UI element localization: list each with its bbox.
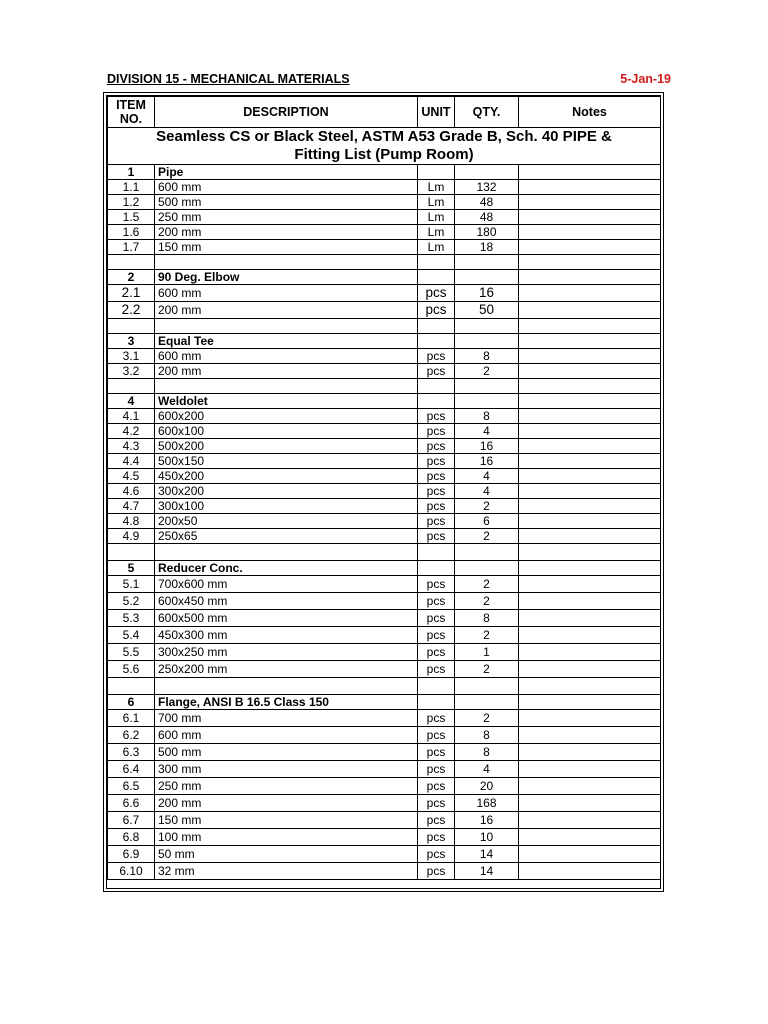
item-number: 4.2: [108, 424, 155, 439]
item-number: 5.5: [108, 644, 155, 661]
item-description: 250 mm: [155, 210, 418, 225]
notes-cell: [519, 561, 661, 576]
item-quantity: 132: [455, 180, 519, 195]
notes-cell: [519, 695, 661, 710]
item-unit: pcs: [418, 499, 455, 514]
item-description: 500x150: [155, 454, 418, 469]
table-row: [108, 829, 661, 846]
item-description: 200 mm: [155, 302, 418, 319]
table-row: [108, 469, 661, 484]
item-unit: pcs: [418, 627, 455, 644]
item-quantity: 16: [455, 812, 519, 829]
item-number: 6.9: [108, 846, 155, 863]
table-row: [108, 302, 661, 319]
item-number: 3.1: [108, 349, 155, 364]
item-quantity: 4: [455, 469, 519, 484]
item-unit: pcs: [418, 812, 455, 829]
item-unit: pcs: [418, 439, 455, 454]
item-number: 4.8: [108, 514, 155, 529]
spacer-row: [108, 544, 661, 561]
notes-cell: [519, 812, 661, 829]
item-unit: pcs: [418, 727, 455, 744]
column-header-unit: UNIT: [418, 97, 455, 128]
empty-cell: [418, 255, 455, 270]
empty-cell: [418, 544, 455, 561]
empty-cell: [455, 678, 519, 695]
item-unit: pcs: [418, 610, 455, 627]
item-quantity: 8: [455, 744, 519, 761]
notes-cell: [519, 529, 661, 544]
item-quantity: 2: [455, 710, 519, 727]
table-row: [108, 644, 661, 661]
notes-cell: [519, 627, 661, 644]
item-quantity: 16: [455, 454, 519, 469]
item-unit: pcs: [418, 364, 455, 379]
item-unit: pcs: [418, 484, 455, 499]
item-number: 4.4: [108, 454, 155, 469]
empty-cell: [455, 255, 519, 270]
item-description: 200 mm: [155, 795, 418, 812]
item-quantity: 18: [455, 240, 519, 255]
spacer-row: [108, 255, 661, 270]
notes-cell: [519, 409, 661, 424]
item-number: 6.3: [108, 744, 155, 761]
item-description: 250x200 mm: [155, 661, 418, 678]
table-row: [108, 727, 661, 744]
item-quantity: 4: [455, 484, 519, 499]
empty-cell: [418, 561, 455, 576]
item-description: 200 mm: [155, 225, 418, 240]
group-number: 1: [108, 165, 155, 180]
item-quantity: 48: [455, 195, 519, 210]
item-description: 450x200: [155, 469, 418, 484]
item-unit: pcs: [418, 469, 455, 484]
item-number: 6.4: [108, 761, 155, 778]
item-description: 250 mm: [155, 778, 418, 795]
column-header-item: ITEM NO.: [108, 97, 155, 128]
item-description: 500 mm: [155, 744, 418, 761]
item-description: 200x50: [155, 514, 418, 529]
column-header-row: [108, 97, 661, 128]
item-unit: pcs: [418, 846, 455, 863]
table-row: [108, 349, 661, 364]
item-quantity: 4: [455, 424, 519, 439]
notes-cell: [519, 499, 661, 514]
empty-cell: [418, 334, 455, 349]
item-number: 6.6: [108, 795, 155, 812]
item-unit: Lm: [418, 210, 455, 225]
item-description: 500 mm: [155, 195, 418, 210]
empty-cell: [108, 379, 155, 394]
item-quantity: 10: [455, 829, 519, 846]
empty-cell: [519, 379, 661, 394]
empty-cell: [455, 379, 519, 394]
item-quantity: 1: [455, 644, 519, 661]
materials-table: [107, 96, 661, 880]
table-row: [108, 576, 661, 593]
empty-cell: [519, 255, 661, 270]
column-header-notes: Notes: [519, 97, 661, 128]
item-description: 150 mm: [155, 240, 418, 255]
item-unit: pcs: [418, 454, 455, 469]
item-number: 1.6: [108, 225, 155, 240]
empty-cell: [418, 394, 455, 409]
item-unit: pcs: [418, 514, 455, 529]
empty-cell: [519, 678, 661, 695]
group-header-row: [108, 695, 661, 710]
notes-cell: [519, 439, 661, 454]
item-number: 1.7: [108, 240, 155, 255]
page-header: [107, 72, 671, 88]
item-quantity: 8: [455, 727, 519, 744]
group-header-row: [108, 561, 661, 576]
item-quantity: 180: [455, 225, 519, 240]
document-title: DIVISION 15 - MECHANICAL MATERIALS: [107, 72, 350, 86]
item-description: 600x500 mm: [155, 610, 418, 627]
table-row: [108, 661, 661, 678]
item-description: 300x100: [155, 499, 418, 514]
table-row: [108, 195, 661, 210]
item-unit: pcs: [418, 761, 455, 778]
item-quantity: 48: [455, 210, 519, 225]
item-number: 5.1: [108, 576, 155, 593]
item-number: 4.7: [108, 499, 155, 514]
notes-cell: [519, 210, 661, 225]
item-unit: pcs: [418, 863, 455, 880]
item-description: 300x250 mm: [155, 644, 418, 661]
item-quantity: 20: [455, 778, 519, 795]
table-row: [108, 761, 661, 778]
notes-cell: [519, 364, 661, 379]
item-number: 6.7: [108, 812, 155, 829]
empty-cell: [108, 544, 155, 561]
table-row: [108, 424, 661, 439]
item-number: 4.5: [108, 469, 155, 484]
notes-cell: [519, 661, 661, 678]
table-row: [108, 409, 661, 424]
item-unit: pcs: [418, 829, 455, 846]
item-number: 1.1: [108, 180, 155, 195]
item-number: 1.2: [108, 195, 155, 210]
column-header-description: DESCRIPTION: [155, 97, 418, 128]
item-number: 6.8: [108, 829, 155, 846]
item-unit: Lm: [418, 180, 455, 195]
empty-cell: [155, 379, 418, 394]
notes-cell: [519, 863, 661, 880]
group-number: 6: [108, 695, 155, 710]
materials-sheet-inner: [106, 95, 661, 889]
item-quantity: 14: [455, 846, 519, 863]
spacer-row: [108, 678, 661, 695]
item-description: 50 mm: [155, 846, 418, 863]
table-row: [108, 225, 661, 240]
item-number: 6.5: [108, 778, 155, 795]
item-description: 600 mm: [155, 349, 418, 364]
column-header-qty: QTY.: [455, 97, 519, 128]
group-header-row: [108, 270, 661, 285]
item-quantity: 2: [455, 576, 519, 593]
item-unit: pcs: [418, 302, 455, 319]
item-quantity: 2: [455, 364, 519, 379]
item-number: 4.6: [108, 484, 155, 499]
item-quantity: 6: [455, 514, 519, 529]
notes-cell: [519, 644, 661, 661]
notes-cell: [519, 424, 661, 439]
item-quantity: 2: [455, 661, 519, 678]
empty-cell: [108, 319, 155, 334]
group-number: 3: [108, 334, 155, 349]
table-row: [108, 514, 661, 529]
group-number: 4: [108, 394, 155, 409]
table-row: [108, 484, 661, 499]
notes-cell: [519, 334, 661, 349]
table-title-row: [108, 128, 661, 165]
item-description: 600 mm: [155, 180, 418, 195]
table-row: [108, 454, 661, 469]
item-description: 250x65: [155, 529, 418, 544]
item-unit: pcs: [418, 576, 455, 593]
table-row: [108, 210, 661, 225]
notes-cell: [519, 514, 661, 529]
table-row: [108, 744, 661, 761]
item-number: 5.2: [108, 593, 155, 610]
group-name: Pipe: [155, 165, 418, 180]
item-quantity: 2: [455, 499, 519, 514]
group-name: Flange, ANSI B 16.5 Class 150: [155, 695, 418, 710]
notes-cell: [519, 394, 661, 409]
empty-cell: [418, 678, 455, 695]
item-description: 500x200: [155, 439, 418, 454]
empty-cell: [455, 561, 519, 576]
item-quantity: 168: [455, 795, 519, 812]
notes-cell: [519, 469, 661, 484]
item-number: 6.1: [108, 710, 155, 727]
item-description: 700 mm: [155, 710, 418, 727]
item-description: 600x200: [155, 409, 418, 424]
empty-cell: [155, 319, 418, 334]
item-number: 5.3: [108, 610, 155, 627]
item-unit: pcs: [418, 529, 455, 544]
item-quantity: 14: [455, 863, 519, 880]
item-number: 6.2: [108, 727, 155, 744]
item-quantity: 2: [455, 593, 519, 610]
empty-cell: [455, 394, 519, 409]
item-number: 2.2: [108, 302, 155, 319]
item-number: 6.10: [108, 863, 155, 880]
item-description: 700x600 mm: [155, 576, 418, 593]
item-unit: Lm: [418, 225, 455, 240]
item-number: 3.2: [108, 364, 155, 379]
table-row: [108, 285, 661, 302]
empty-cell: [418, 695, 455, 710]
empty-cell: [418, 319, 455, 334]
notes-cell: [519, 225, 661, 240]
item-unit: pcs: [418, 744, 455, 761]
spacer-row: [108, 379, 661, 394]
notes-cell: [519, 744, 661, 761]
table-row: [108, 180, 661, 195]
empty-cell: [418, 270, 455, 285]
notes-cell: [519, 270, 661, 285]
item-number: 2.1: [108, 285, 155, 302]
table-row: [108, 710, 661, 727]
empty-cell: [455, 165, 519, 180]
item-description: 300x200: [155, 484, 418, 499]
table-row: [108, 529, 661, 544]
notes-cell: [519, 710, 661, 727]
notes-cell: [519, 829, 661, 846]
document-date: 5-Jan-19: [620, 72, 671, 86]
notes-cell: [519, 285, 661, 302]
notes-cell: [519, 454, 661, 469]
notes-cell: [519, 302, 661, 319]
item-description: 600 mm: [155, 285, 418, 302]
empty-cell: [455, 695, 519, 710]
item-unit: pcs: [418, 644, 455, 661]
item-description: 200 mm: [155, 364, 418, 379]
notes-cell: [519, 195, 661, 210]
group-number: 2: [108, 270, 155, 285]
notes-cell: [519, 165, 661, 180]
table-row: [108, 610, 661, 627]
notes-cell: [519, 240, 661, 255]
item-number: 1.5: [108, 210, 155, 225]
empty-cell: [155, 255, 418, 270]
empty-cell: [455, 334, 519, 349]
item-unit: pcs: [418, 349, 455, 364]
table-row: [108, 364, 661, 379]
notes-cell: [519, 795, 661, 812]
notes-cell: [519, 610, 661, 627]
group-name: Equal Tee: [155, 334, 418, 349]
item-unit: pcs: [418, 424, 455, 439]
notes-cell: [519, 846, 661, 863]
empty-cell: [455, 319, 519, 334]
item-description: 150 mm: [155, 812, 418, 829]
group-header-row: [108, 165, 661, 180]
materials-sheet: [103, 92, 664, 892]
item-description: 600x100: [155, 424, 418, 439]
table-title: Seamless CS or Black Steel, ASTM A53 Grade B, Sch. 40 PIPE & Fitting List (Pump Room): [108, 128, 661, 165]
item-quantity: 8: [455, 409, 519, 424]
notes-cell: [519, 593, 661, 610]
item-description: 600x450 mm: [155, 593, 418, 610]
notes-cell: [519, 484, 661, 499]
item-quantity: 50: [455, 302, 519, 319]
group-name: Reducer Conc.: [155, 561, 418, 576]
item-quantity: 4: [455, 761, 519, 778]
item-quantity: 16: [455, 439, 519, 454]
item-quantity: 2: [455, 529, 519, 544]
empty-cell: [108, 255, 155, 270]
empty-cell: [519, 319, 661, 334]
empty-cell: [418, 165, 455, 180]
group-name: 90 Deg. Elbow: [155, 270, 418, 285]
item-quantity: 8: [455, 349, 519, 364]
table-row: [108, 240, 661, 255]
item-unit: Lm: [418, 195, 455, 210]
item-unit: pcs: [418, 710, 455, 727]
item-description: 100 mm: [155, 829, 418, 846]
item-quantity: 2: [455, 627, 519, 644]
group-header-row: [108, 334, 661, 349]
notes-cell: [519, 349, 661, 364]
table-row: [108, 499, 661, 514]
spacer-row: [108, 319, 661, 334]
item-unit: pcs: [418, 795, 455, 812]
item-number: 4.3: [108, 439, 155, 454]
notes-cell: [519, 727, 661, 744]
notes-cell: [519, 180, 661, 195]
table-row: [108, 812, 661, 829]
item-description: 300 mm: [155, 761, 418, 778]
item-quantity: 16: [455, 285, 519, 302]
empty-cell: [155, 678, 418, 695]
item-unit: pcs: [418, 661, 455, 678]
table-row: [108, 593, 661, 610]
item-quantity: 8: [455, 610, 519, 627]
item-description: 450x300 mm: [155, 627, 418, 644]
item-unit: pcs: [418, 285, 455, 302]
item-description: 600 mm: [155, 727, 418, 744]
table-row: [108, 846, 661, 863]
item-description: 32 mm: [155, 863, 418, 880]
table-row: [108, 627, 661, 644]
empty-cell: [455, 544, 519, 561]
table-row: [108, 795, 661, 812]
item-number: 5.6: [108, 661, 155, 678]
notes-cell: [519, 778, 661, 795]
item-unit: Lm: [418, 240, 455, 255]
notes-cell: [519, 761, 661, 778]
empty-cell: [519, 544, 661, 561]
empty-cell: [108, 678, 155, 695]
table-row: [108, 778, 661, 795]
group-name: Weldolet: [155, 394, 418, 409]
empty-cell: [155, 544, 418, 561]
item-number: 4.9: [108, 529, 155, 544]
item-unit: pcs: [418, 409, 455, 424]
notes-cell: [519, 576, 661, 593]
group-number: 5: [108, 561, 155, 576]
empty-cell: [418, 379, 455, 394]
group-header-row: [108, 394, 661, 409]
item-unit: pcs: [418, 778, 455, 795]
table-row: [108, 439, 661, 454]
item-number: 5.4: [108, 627, 155, 644]
table-row: [108, 863, 661, 880]
item-unit: pcs: [418, 593, 455, 610]
empty-cell: [455, 270, 519, 285]
item-number: 4.1: [108, 409, 155, 424]
